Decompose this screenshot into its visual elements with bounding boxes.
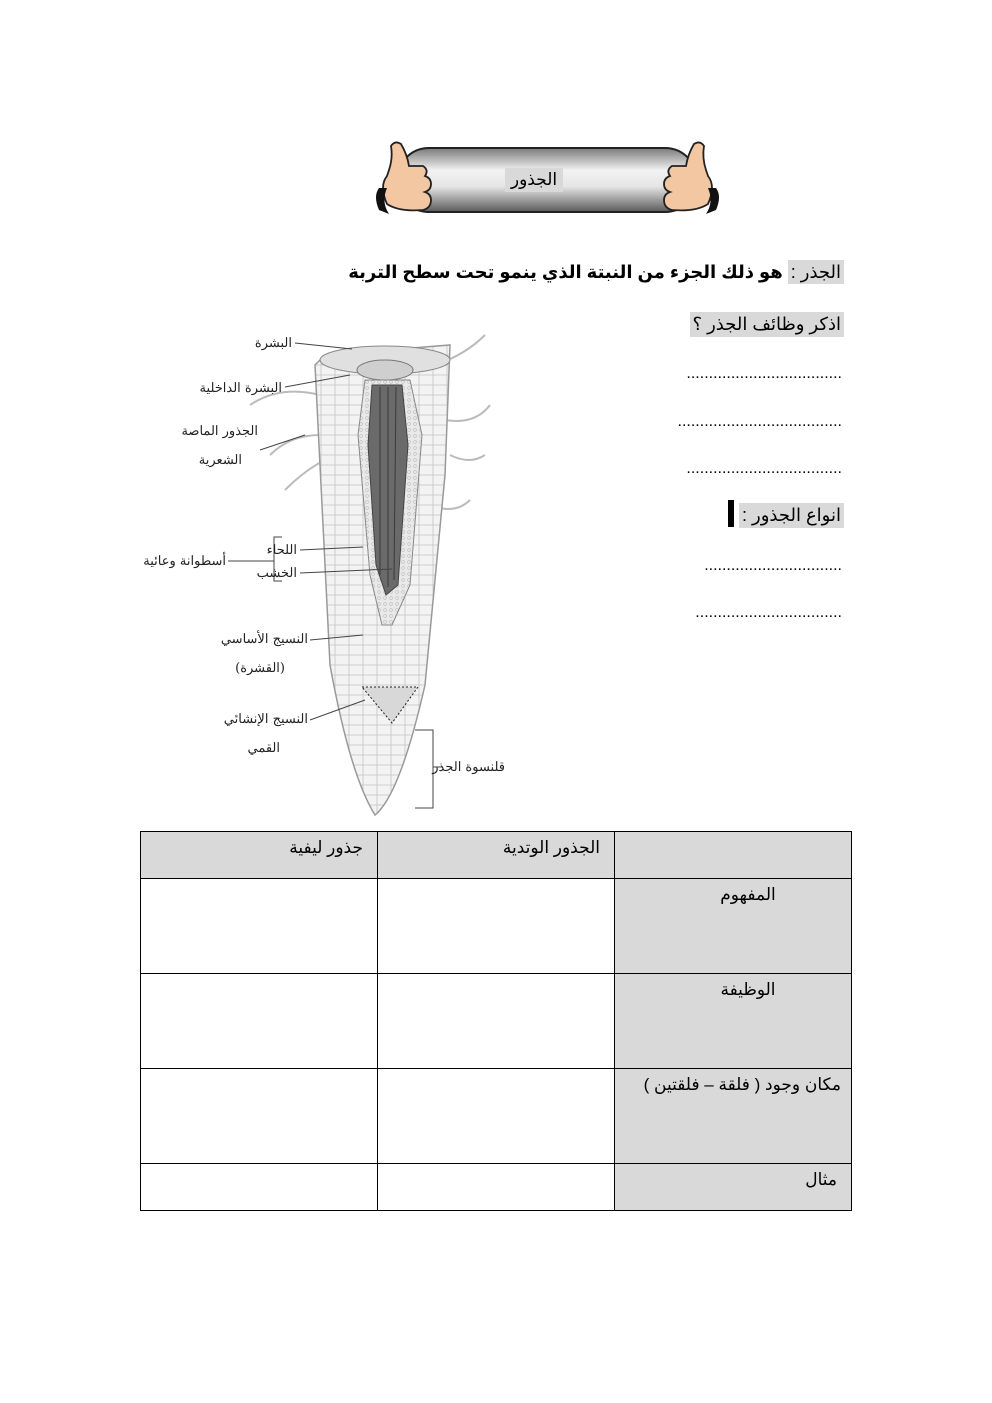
label-endodermis: البشرة الداخلية — [199, 381, 282, 396]
answer-cell[interactable] — [141, 974, 378, 1069]
comparison-table — [140, 831, 852, 1211]
answer-blank[interactable]: ................................... — [686, 365, 842, 382]
question-types: انواع الجذور : — [739, 503, 844, 528]
definition-text: هو ذلك الجزء من النبتة الذي ينمو تحت سطح التربة — [348, 262, 783, 282]
answer-cell[interactable] — [378, 879, 615, 974]
table-row — [141, 879, 852, 974]
table-row — [141, 974, 852, 1069]
table-header-cell: جذور ليفية — [141, 832, 378, 879]
definition-term: الجذر : — [788, 260, 844, 284]
answer-blank[interactable]: ............................... — [704, 557, 842, 574]
answer-cell[interactable] — [378, 974, 615, 1069]
answer-blank[interactable]: ................................... — [686, 460, 842, 477]
answer-cell[interactable] — [141, 1069, 378, 1164]
answer-cell[interactable] — [141, 879, 378, 974]
marker-bar — [728, 500, 734, 527]
label-root-cap: قلنسوة الجذر — [432, 760, 505, 775]
label-root-hairs-2: الشعرية — [198, 453, 242, 468]
table-header-cell — [615, 832, 852, 879]
table-header-cell: الجذور الوتدية — [378, 832, 615, 879]
row-label-concept: المفهوم — [615, 879, 852, 974]
question-functions: اذكر وظائف الجذر ؟ — [690, 312, 844, 337]
table-row — [141, 1164, 852, 1211]
definition-line — [348, 262, 844, 283]
answer-cell[interactable] — [141, 1164, 378, 1211]
answer-blank[interactable]: ..................................... — [677, 413, 842, 430]
answer-blank[interactable]: ................................. — [695, 604, 842, 621]
answer-cell[interactable] — [378, 1069, 615, 1164]
label-vascular-cylinder: أسطوانة وعائية — [143, 554, 226, 569]
label-ground-tissue-2: (القشرة) — [235, 661, 285, 676]
answer-cell[interactable] — [378, 1164, 615, 1211]
label-meristem-2: القمي — [247, 741, 280, 756]
table-row — [141, 1069, 852, 1164]
label-root-hairs-1: الجذور الماصة — [181, 424, 258, 439]
label-phloem: اللحاء — [266, 543, 297, 558]
label-meristem-1: النسيج الإنشائي — [223, 712, 308, 727]
page-title: الجذور — [505, 168, 563, 192]
table-header-row — [141, 832, 852, 879]
row-label-example: مثال — [615, 1164, 852, 1211]
row-label-function: الوظيفة — [615, 974, 852, 1069]
label-epidermis: البشرة — [254, 336, 292, 351]
label-xylem: الخشب — [256, 566, 297, 581]
root-tip-diagram — [143, 325, 530, 825]
label-ground-tissue-1: النسيج الأساسي — [220, 632, 308, 647]
row-label-location: مكان وجود ( فلقة – فلقتين ) — [615, 1069, 852, 1164]
